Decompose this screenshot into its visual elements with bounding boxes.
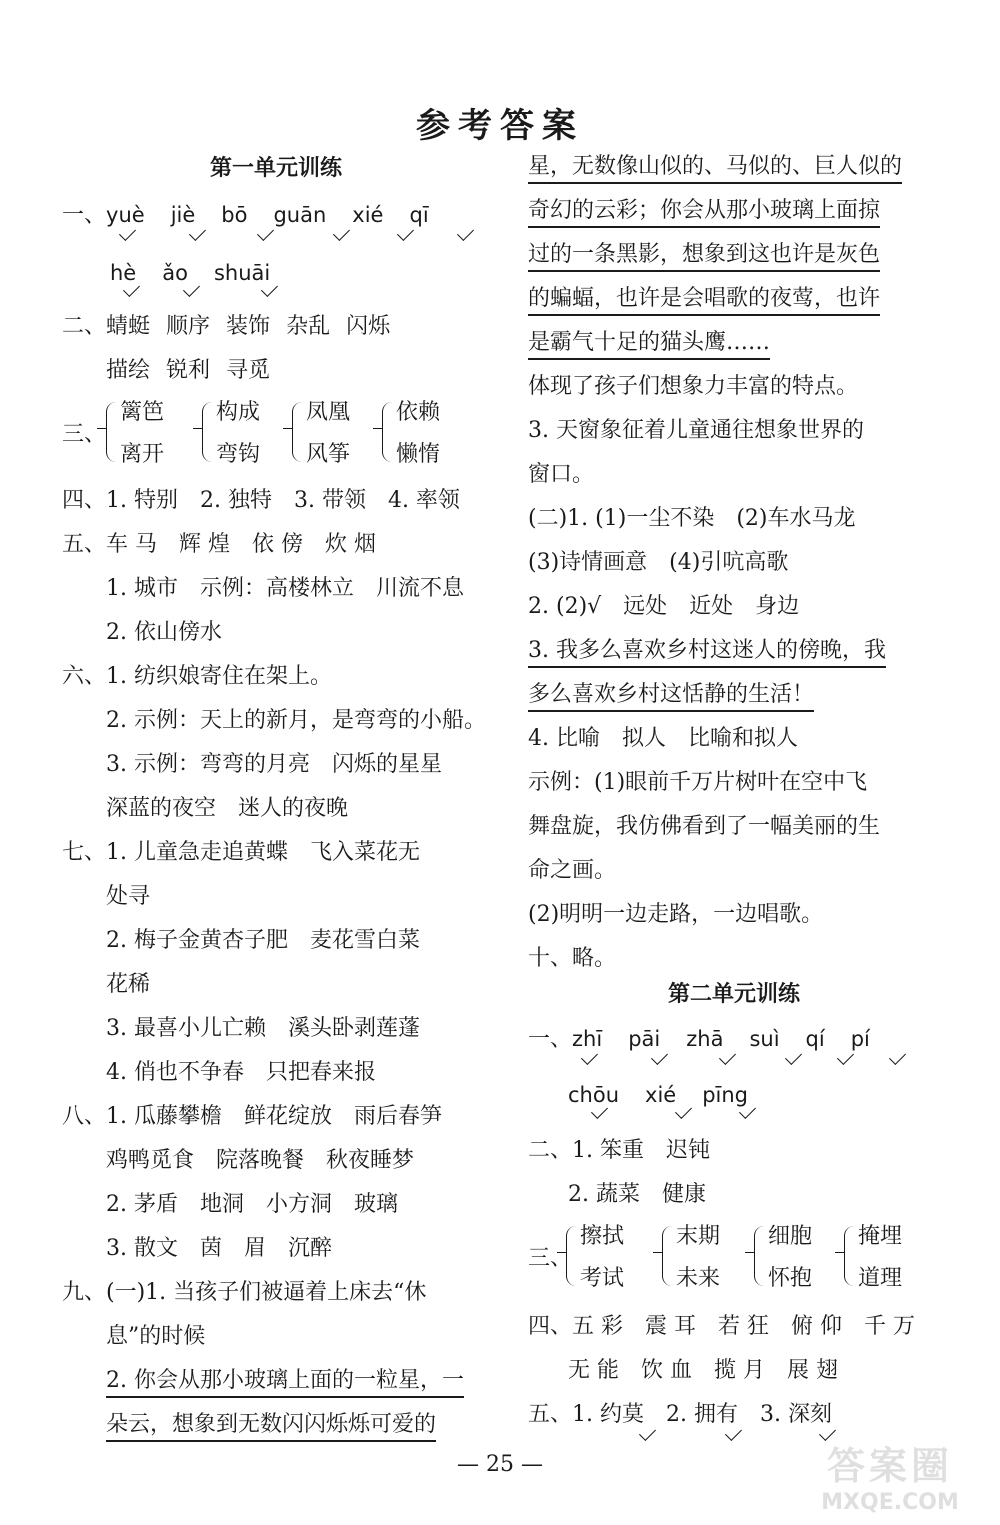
- pinyin-item: jiè: [170, 203, 196, 227]
- unit1-q6-2: 2. 示例：天上的新月，是弯弯的小船。: [106, 708, 486, 733]
- answer-line: 奇幻的云彩；你会从那小玻璃上面掠: [528, 196, 880, 228]
- answer-line: 4. 比喻 拟人 比喻和拟人: [528, 726, 798, 751]
- brace-icon: [382, 402, 393, 462]
- brace-icon: [754, 1226, 765, 1286]
- unit1-q9-1b: 息”的时候: [106, 1324, 206, 1349]
- pinyin-item: shuāi: [213, 261, 271, 285]
- pinyin-item: qī: [409, 203, 429, 227]
- answer-line: (二)1. (1)一尘不染 (2)车水马龙: [528, 506, 856, 531]
- brace-icon: [844, 1226, 855, 1286]
- answer-line: 十、略。: [528, 946, 617, 971]
- unit1-q1-row1: 一、yuè jiè bō guān xié qī: [62, 203, 429, 228]
- unit2-heading: 第二单元训练: [668, 982, 801, 1007]
- answer-line: 体现了孩子们想象力丰富的特点。: [528, 374, 859, 399]
- unit1-q7-1b: 处寻: [106, 884, 151, 909]
- unit2-q4-1: 四、五 彩 震 耳 若 狂 俯 仰 千 万: [528, 1314, 915, 1339]
- unit1-q2-row1: 二、蜻蜓 顺序 装饰 杂乱 闪烁: [62, 314, 391, 339]
- unit1-q9-2: 2. 你会从那小玻璃上面的一粒星，一: [106, 1366, 464, 1398]
- unit1-q8-3: 3. 散文 茵 眉 沉醉: [106, 1236, 332, 1261]
- pinyin-item: pīng: [702, 1083, 749, 1107]
- unit1-q7-3: 3. 最喜小儿亡赖 溪头卧剥莲蓬: [106, 1016, 420, 1041]
- answer-line: 窗口。: [528, 462, 595, 487]
- brace-icon: [292, 402, 303, 462]
- unit1-q4: 四、1. 特别 2. 独特 3. 带领 4. 率领: [62, 488, 460, 513]
- unit2-q3-label: 三、: [528, 1246, 573, 1271]
- unit1-q7-2: 2. 梅子金黄杏子肥 麦花雪白菜: [106, 928, 420, 953]
- unit1-q8-1: 八、1. 瓜藤攀檐 鲜花绽放 雨后春笋: [62, 1104, 442, 1129]
- unit2-q2-2: 2. 蔬菜 健康: [568, 1182, 706, 1207]
- unit1-q6-3: 3. 示例：弯弯的月亮 闪烁的星星: [106, 752, 442, 777]
- pinyin-item: bō: [221, 203, 248, 227]
- brace-icon: [566, 1226, 577, 1286]
- page-title: 参考答案: [416, 106, 584, 146]
- answer-line: 命之画。: [528, 858, 617, 883]
- pinyin-item: yuè: [106, 203, 145, 227]
- answer-line: 3. 我多么喜欢乡村这迷人的傍晚，我: [528, 636, 886, 668]
- watermark-logo: 答案圈 MXQE.COM: [821, 1444, 959, 1515]
- pinyin-item: pí: [850, 1027, 870, 1051]
- pinyin-item: guān: [273, 203, 327, 227]
- unit1-q6-1: 六、1. 纺织娘寄住在架上。: [62, 664, 332, 689]
- unit1-q7-2b: 花稀: [106, 972, 151, 997]
- unit1-q9-2b: 朵云，想象到无数闪闪烁烁可爱的: [106, 1410, 436, 1442]
- brace-icon: [202, 402, 213, 462]
- unit1-q7-1: 七、1. 儿童急走追黄蝶 飞入菜花无: [62, 840, 420, 865]
- unit1-q3-label: 三、: [62, 422, 107, 447]
- unit1-q5-2: 2. 依山傍水: [106, 620, 222, 645]
- answer-line: 舞盘旋，我仿佛看到了一幅美丽的生: [528, 814, 881, 839]
- unit1-q8-2: 2. 茅盾 地洞 小方洞 玻璃: [106, 1192, 398, 1217]
- answer-line: 示例：(1)眼前千万片树叶在空中飞: [528, 770, 868, 795]
- unit1-q6-3b: 深蓝的夜空 迷人的夜晚: [106, 796, 349, 821]
- unit1-q8-1b: 鸡鸭觅食 院落晚餐 秋夜睡梦: [106, 1148, 415, 1173]
- pinyin-item: pāi: [628, 1027, 661, 1051]
- unit1-q5-1: 1. 城市 示例：高楼林立 川流不息: [106, 576, 464, 601]
- brace-icon: [662, 1226, 673, 1286]
- unit2-q4-2: 无 能 饮 血 揽 月 展 翅: [568, 1358, 838, 1383]
- check-mark-icon: [457, 224, 474, 241]
- page-number: — 25 —: [457, 1452, 543, 1477]
- pinyin-item: zhā: [686, 1027, 724, 1051]
- pinyin-item: hè: [110, 261, 137, 285]
- pinyin-item: ǎo: [162, 261, 188, 285]
- answer-line: (2)明明一边走路，一边唱歌。: [528, 902, 824, 927]
- answer-line: 的蝙蝠，也许是会唱歌的夜莺，也许: [528, 284, 880, 316]
- answer-line: 3. 天窗象征着儿童通往想象世界的: [528, 418, 864, 443]
- answer-line: 是霸气十足的猫头鹰……: [528, 328, 770, 360]
- unit1-q5-title: 五、车 马 辉 煌 依 傍 炊 烟: [62, 532, 376, 557]
- answer-line: 过的一条黑影，想象到这也许是灰色: [528, 240, 880, 272]
- unit2-q2-1: 二、1. 笨重 迟钝: [528, 1138, 710, 1163]
- pinyin-item: qí: [805, 1027, 825, 1051]
- pinyin-item: xié: [352, 203, 384, 227]
- pinyin-item: xié: [645, 1083, 677, 1107]
- pinyin-item: suì: [749, 1027, 780, 1051]
- answer-line: 2. (2)√ 远处 近处 身边: [528, 594, 800, 619]
- brace-icon: [106, 402, 117, 462]
- unit2-q1-row2: [568, 1080, 748, 1110]
- unit1-q7-4: 4. 俏也不争春 只把春来报: [106, 1060, 376, 1085]
- unit2-q1-row1: 一、zhī pāi zhā suì qí pí: [528, 1027, 870, 1052]
- answer-line: (3)诗情画意 (4)引吭高歌: [528, 550, 789, 575]
- unit1-q2-row2: 描绘 锐利 寻觅: [106, 358, 271, 383]
- answer-line: 星，无数像山似的、马似的、巨人似的: [528, 152, 902, 184]
- pinyin-item: chōu: [568, 1083, 620, 1107]
- answer-line: 多么喜欢乡村这恬静的生活！: [528, 680, 814, 712]
- unit1-heading: 第一单元训练: [210, 156, 343, 181]
- check-mark-icon: [889, 1048, 906, 1065]
- unit2-q5: 五、1. 约莫 2. 拥有 3. 深刻: [528, 1402, 832, 1427]
- unit1-q9-1: 九、(一)1. 当孩子们被逼着上床去“休: [62, 1280, 427, 1305]
- pinyin-item: zhī: [572, 1027, 603, 1051]
